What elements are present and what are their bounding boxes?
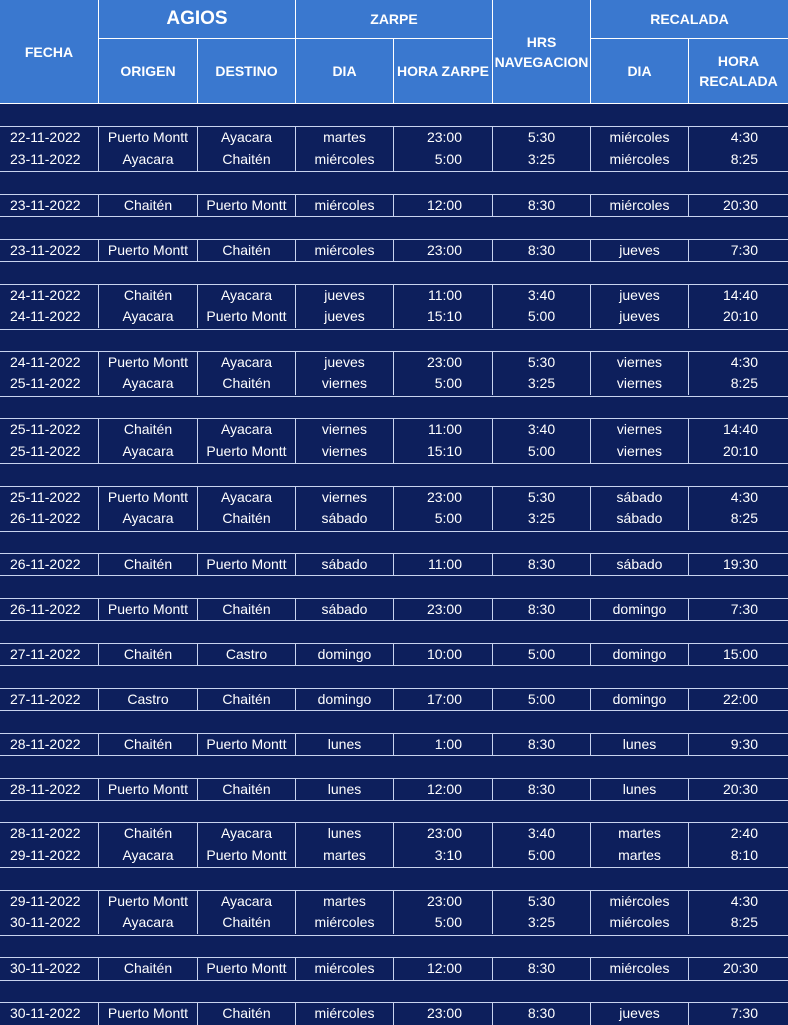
cell-dia-recalada: viernes [591, 373, 689, 395]
cell-origen: Chaitén [99, 285, 198, 307]
cell-hora-zarpe: 11:00 [394, 285, 493, 307]
cell-fecha: 23-11-2022 [0, 240, 99, 262]
cell-hora-zarpe: 12:00 [394, 958, 493, 980]
cell-fecha: 22-11-2022 [0, 127, 99, 149]
header-recalada: RECALADA [591, 0, 788, 39]
cell-hora-zarpe: 15:10 [394, 441, 493, 463]
cell-destino: Puerto Montt [198, 195, 296, 217]
cell-fecha: 30-11-2022 [0, 912, 99, 934]
cell-dia-recalada: miércoles [591, 891, 689, 913]
cell-destino: Chaitén [198, 599, 296, 621]
cell-hora-recalada: 15:00 [722, 645, 758, 662]
cell-hora-zarpe: 23:00 [394, 823, 493, 845]
table-row [0, 598, 788, 620]
cell-dia-recalada: miércoles [591, 912, 689, 934]
cell-hora-zarpe: 23:00 [394, 240, 493, 262]
cell-hora-zarpe: 11:00 [394, 554, 493, 576]
cell-fecha: 28-11-2022 [0, 823, 99, 845]
cell-destino: Ayacara [198, 487, 296, 509]
cell-hora-zarpe: 10:00 [394, 644, 493, 666]
cell-origen: Ayacara [99, 441, 198, 463]
cell-destino: Chaitén [198, 912, 296, 934]
spacer-row [0, 575, 788, 597]
schedule-body [0, 104, 788, 1024]
cell-origen: Ayacara [99, 149, 198, 171]
cell-hrs-navegacion: 5:30 [493, 352, 591, 374]
cell-hora-zarpe: 12:00 [394, 195, 493, 217]
cell-hrs-navegacion: 3:40 [493, 823, 591, 845]
cell-origen: Ayacara [99, 912, 198, 934]
cell-hora-zarpe: 23:00 [394, 599, 493, 621]
cell-origen: Puerto Montt [99, 891, 198, 913]
cell-origen: Chaitén [99, 644, 198, 666]
cell-hrs-navegacion: 5:30 [493, 891, 591, 913]
cell-fecha: 25-11-2022 [0, 441, 99, 463]
cell-destino: Puerto Montt [198, 306, 296, 328]
cell-hora-recalada: 4:30 [730, 488, 758, 505]
cell-hora-recalada: 8:10 [730, 846, 758, 863]
cell-hora-recalada: 20:10 [722, 308, 758, 325]
cell-origen: Puerto Montt [99, 352, 198, 374]
cell-destino: Puerto Montt [198, 958, 296, 980]
cell-hora-recalada: 8:25 [730, 375, 758, 392]
cell-destino: Ayacara [198, 419, 296, 441]
table-row [0, 351, 788, 373]
cell-hora-recalada: 14:40 [722, 286, 758, 303]
table-row [0, 733, 788, 755]
cell-hora-recalada: 20:30 [722, 780, 758, 797]
cell-origen: Ayacara [99, 508, 198, 530]
header-dia-zarpe: DIA [296, 39, 394, 104]
header-dia-recalada: DIA [591, 39, 689, 104]
cell-dia-zarpe: domingo [296, 689, 394, 711]
cell-hora-recalada: 7:30 [730, 1005, 758, 1021]
cell-dia-recalada: jueves [591, 306, 689, 328]
cell-dia-zarpe: miércoles [296, 958, 394, 980]
cell-fecha: 28-11-2022 [0, 779, 99, 801]
cell-origen: Ayacara [99, 845, 198, 867]
cell-fecha: 23-11-2022 [0, 195, 99, 217]
cell-hora-zarpe: 5:00 [394, 373, 493, 395]
cell-fecha: 26-11-2022 [0, 554, 99, 576]
cell-origen: Puerto Montt [99, 599, 198, 621]
cell-hora-zarpe: 5:00 [394, 508, 493, 530]
cell-hora-recalada: 8:25 [730, 914, 758, 931]
cell-hora-recalada: 7:30 [730, 600, 758, 617]
cell-dia-zarpe: lunes [296, 734, 394, 756]
cell-destino: Chaitén [198, 689, 296, 711]
cell-fecha: 30-11-2022 [0, 958, 99, 980]
cell-hrs-navegacion: 5:00 [493, 306, 591, 328]
table-row [0, 373, 788, 395]
spacer-row [0, 867, 788, 889]
cell-dia-recalada: viernes [591, 419, 689, 441]
cell-fecha: 29-11-2022 [0, 845, 99, 867]
cell-destino: Castro [198, 644, 296, 666]
cell-dia-zarpe: martes [296, 891, 394, 913]
cell-hora-recalada: 20:30 [722, 960, 758, 977]
cell-origen: Chaitén [99, 419, 198, 441]
table-row [0, 643, 788, 665]
spacer-row [0, 935, 788, 957]
cell-fecha: 26-11-2022 [0, 508, 99, 530]
spacer-row [0, 800, 788, 822]
cell-destino: Puerto Montt [198, 441, 296, 463]
spacer-row [0, 329, 788, 351]
cell-dia-recalada: jueves [591, 1003, 689, 1025]
cell-dia-recalada: lunes [591, 779, 689, 801]
cell-destino: Puerto Montt [198, 734, 296, 756]
cell-dia-recalada: miércoles [591, 127, 689, 149]
spacer-row [0, 980, 788, 1002]
cell-dia-zarpe: miércoles [296, 912, 394, 934]
cell-dia-zarpe: viernes [296, 487, 394, 509]
cell-dia-recalada: jueves [591, 285, 689, 307]
cell-hora-recalada: 4:30 [730, 892, 758, 909]
table-row [0, 957, 788, 979]
cell-hora-recalada: 22:00 [722, 690, 758, 707]
cell-hrs-navegacion: 3:25 [493, 149, 591, 171]
cell-hora-zarpe: 23:00 [394, 1003, 493, 1025]
cell-dia-recalada: domingo [591, 644, 689, 666]
cell-hora-recalada: 4:30 [730, 353, 758, 370]
cell-hora-recalada: 2:40 [730, 825, 758, 842]
table-row [0, 508, 788, 530]
header-origen: ORIGEN [99, 39, 198, 104]
cell-dia-zarpe: domingo [296, 644, 394, 666]
cell-fecha: 28-11-2022 [0, 734, 99, 756]
cell-dia-zarpe: miércoles [296, 1003, 394, 1025]
table-row [0, 486, 788, 508]
cell-dia-recalada: lunes [591, 734, 689, 756]
cell-dia-zarpe: lunes [296, 823, 394, 845]
table-row [0, 688, 788, 710]
cell-destino: Puerto Montt [198, 554, 296, 576]
cell-hora-recalada: 9:30 [730, 735, 758, 752]
cell-dia-zarpe: viernes [296, 373, 394, 395]
table-row [0, 553, 788, 575]
cell-dia-zarpe: miércoles [296, 240, 394, 262]
cell-origen: Puerto Montt [99, 779, 198, 801]
header-destino: DESTINO [198, 39, 296, 104]
spacer-row [0, 261, 788, 283]
cell-dia-recalada: sábado [591, 554, 689, 576]
cell-hrs-navegacion: 8:30 [493, 958, 591, 980]
cell-dia-zarpe: sábado [296, 508, 394, 530]
cell-hrs-navegacion: 8:30 [493, 734, 591, 756]
cell-hora-zarpe: 11:00 [394, 419, 493, 441]
cell-hora-zarpe: 23:00 [394, 127, 493, 149]
spacer-row [0, 104, 788, 126]
cell-dia-zarpe: jueves [296, 352, 394, 374]
cell-destino: Ayacara [198, 127, 296, 149]
cell-hrs-navegacion: 5:00 [493, 845, 591, 867]
cell-hora-zarpe: 23:00 [394, 487, 493, 509]
cell-hora-zarpe: 15:10 [394, 306, 493, 328]
cell-destino: Ayacara [198, 823, 296, 845]
cell-dia-recalada: miércoles [591, 958, 689, 980]
cell-destino: Puerto Montt [198, 845, 296, 867]
cell-dia-zarpe: miércoles [296, 149, 394, 171]
table-row [0, 239, 788, 261]
cell-hora-zarpe: 23:00 [394, 352, 493, 374]
table-row [0, 284, 788, 306]
cell-destino: Chaitén [198, 1003, 296, 1025]
cell-hrs-navegacion: 3:25 [493, 508, 591, 530]
spacer-row [0, 755, 788, 777]
cell-hrs-navegacion: 3:40 [493, 285, 591, 307]
cell-fecha: 24-11-2022 [0, 285, 99, 307]
cell-fecha: 25-11-2022 [0, 373, 99, 395]
cell-fecha: 27-11-2022 [0, 644, 99, 666]
cell-origen: Puerto Montt [99, 487, 198, 509]
cell-hora-recalada: 19:30 [722, 556, 758, 572]
cell-hrs-navegacion: 3:25 [493, 912, 591, 934]
cell-origen: Ayacara [99, 373, 198, 395]
cell-hrs-navegacion: 5:00 [493, 644, 591, 666]
cell-dia-zarpe: miércoles [296, 195, 394, 217]
header-zarpe: ZARPE [296, 0, 493, 39]
cell-origen: Chaitén [99, 958, 198, 980]
spacer-row [0, 665, 788, 687]
cell-hrs-navegacion: 3:40 [493, 419, 591, 441]
cell-destino: Chaitén [198, 508, 296, 530]
cell-fecha: 23-11-2022 [0, 149, 99, 171]
cell-fecha: 25-11-2022 [0, 419, 99, 441]
cell-origen: Chaitén [99, 195, 198, 217]
cell-hrs-navegacion: 8:30 [493, 240, 591, 262]
spacer-row [0, 620, 788, 642]
cell-dia-recalada: jueves [591, 240, 689, 262]
cell-origen: Ayacara [99, 306, 198, 328]
cell-dia-zarpe: sábado [296, 554, 394, 576]
header-hrs-navegacion: HRS NAVEGACION [493, 0, 591, 104]
cell-dia-recalada: miércoles [591, 195, 689, 217]
table-row [0, 126, 788, 148]
cell-hrs-navegacion: 8:30 [493, 779, 591, 801]
header-hora-zarpe: HORA ZARPE [394, 39, 493, 104]
cell-destino: Chaitén [198, 149, 296, 171]
cell-destino: Chaitén [198, 779, 296, 801]
cell-dia-recalada: viernes [591, 352, 689, 374]
cell-dia-recalada: domingo [591, 599, 689, 621]
cell-hora-zarpe: 12:00 [394, 779, 493, 801]
cell-destino: Ayacara [198, 352, 296, 374]
cell-dia-recalada: martes [591, 845, 689, 867]
cell-destino: Ayacara [198, 891, 296, 913]
cell-hrs-navegacion: 8:30 [493, 195, 591, 217]
table-row [0, 418, 788, 440]
cell-dia-recalada: sábado [591, 487, 689, 509]
cell-fecha: 25-11-2022 [0, 487, 99, 509]
header-hora-recalada: HORA RECALADA [689, 39, 788, 104]
cell-hora-zarpe: 1:00 [394, 734, 493, 756]
cell-dia-recalada: sábado [591, 508, 689, 530]
cell-hora-zarpe: 23:00 [394, 891, 493, 913]
cell-hrs-navegacion: 5:30 [493, 487, 591, 509]
table-row [0, 845, 788, 867]
cell-fecha: 30-11-2022 [0, 1003, 99, 1025]
header-fecha: FECHA [0, 0, 99, 104]
table-row [0, 441, 788, 463]
cell-hora-recalada: 20:10 [722, 442, 758, 459]
cell-hrs-navegacion: 3:25 [493, 373, 591, 395]
table-row [0, 890, 788, 912]
cell-destino: Chaitén [198, 373, 296, 395]
cell-origen: Chaitén [99, 823, 198, 845]
spacer-row [0, 171, 788, 193]
cell-hora-zarpe: 3:10 [394, 845, 493, 867]
spacer-row [0, 710, 788, 732]
table-row [0, 149, 788, 171]
cell-hora-recalada: 4:30 [730, 129, 758, 146]
cell-hrs-navegacion: 5:30 [493, 127, 591, 149]
cell-hora-recalada: 20:30 [722, 196, 758, 213]
cell-fecha: 24-11-2022 [0, 352, 99, 374]
cell-dia-zarpe: sábado [296, 599, 394, 621]
cell-destino: Ayacara [198, 285, 296, 307]
table-row [0, 306, 788, 328]
cell-hora-recalada: 8:25 [730, 510, 758, 527]
cell-dia-zarpe: jueves [296, 285, 394, 307]
spacer-row [0, 216, 788, 238]
table-row [0, 822, 788, 844]
cell-hora-zarpe: 5:00 [394, 149, 493, 171]
cell-origen: Puerto Montt [99, 1003, 198, 1025]
cell-dia-recalada: viernes [591, 441, 689, 463]
cell-dia-zarpe: viernes [296, 441, 394, 463]
cell-dia-zarpe: martes [296, 127, 394, 149]
cell-hora-recalada: 8:25 [730, 150, 758, 167]
cell-hrs-navegacion: 8:30 [493, 1003, 591, 1025]
cell-origen: Puerto Montt [99, 240, 198, 262]
table-row [0, 194, 788, 216]
cell-hora-zarpe: 5:00 [394, 912, 493, 934]
cell-dia-recalada: miércoles [591, 149, 689, 171]
cell-origen: Castro [99, 689, 198, 711]
cell-origen: Chaitén [99, 734, 198, 756]
cell-fecha: 29-11-2022 [0, 891, 99, 913]
spacer-row [0, 531, 788, 553]
cell-dia-zarpe: viernes [296, 419, 394, 441]
header-agios: AGIOS [99, 0, 296, 39]
cell-hora-recalada: 7:30 [730, 241, 758, 258]
cell-dia-recalada: martes [591, 823, 689, 845]
cell-hora-zarpe: 17:00 [394, 689, 493, 711]
table-row [0, 778, 788, 800]
cell-dia-recalada: domingo [591, 689, 689, 711]
table-row [0, 1002, 788, 1024]
cell-origen: Puerto Montt [99, 127, 198, 149]
spacer-row [0, 463, 788, 485]
cell-destino: Chaitén [198, 240, 296, 262]
cell-origen: Chaitén [99, 554, 198, 576]
cell-dia-zarpe: martes [296, 845, 394, 867]
cell-fecha: 27-11-2022 [0, 689, 99, 711]
cell-hrs-navegacion: 5:00 [493, 689, 591, 711]
spacer-row [0, 396, 788, 418]
cell-dia-zarpe: lunes [296, 779, 394, 801]
cell-hrs-navegacion: 8:30 [493, 599, 591, 621]
cell-hrs-navegacion: 8:30 [493, 554, 591, 576]
cell-fecha: 24-11-2022 [0, 306, 99, 328]
table-row [0, 912, 788, 934]
cell-hrs-navegacion: 5:00 [493, 441, 591, 463]
cell-dia-zarpe: jueves [296, 306, 394, 328]
cell-fecha: 26-11-2022 [0, 599, 99, 621]
cell-hora-recalada: 14:40 [722, 421, 758, 438]
